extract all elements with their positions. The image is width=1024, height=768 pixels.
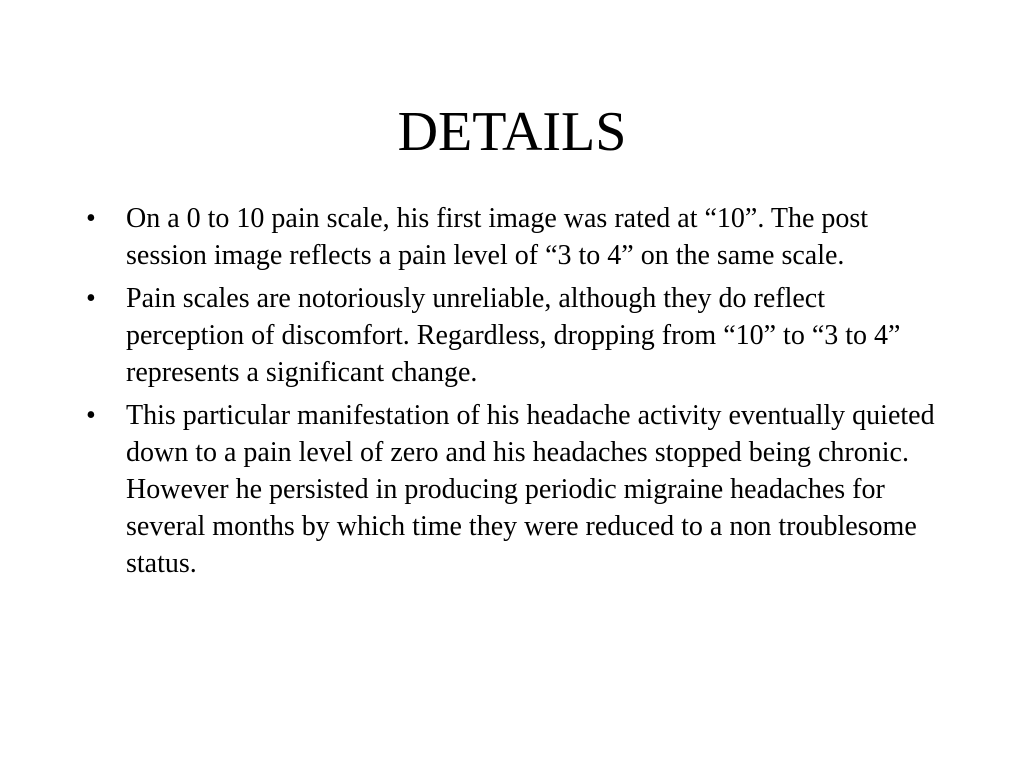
bullet-text: This particular manifestation of his headache activity eventually quieted down to a pain level of zero and his headaches stopped being chronic. However he persisted in producing periodic migraine headaches for several months by which time they were reduced to a non troublesome status. xyxy=(126,400,935,579)
bullet-icon: • xyxy=(86,283,96,314)
bullet-list xyxy=(86,200,946,588)
bullet-item xyxy=(86,397,946,582)
bullet-item xyxy=(86,280,946,391)
slide-title: DETAILS xyxy=(397,101,627,163)
bullet-icon: • xyxy=(86,203,96,234)
bullet-text: Pain scales are notoriously unreliable, although they do reflect perception of discomfort. Regardless, dropping from “10” to “3 to 4” represents a significant change. xyxy=(126,283,901,388)
bullet-item xyxy=(86,200,946,274)
bullet-icon: • xyxy=(86,400,96,431)
bullet-text: On a 0 to 10 pain scale, his first image was rated at “10”. The post session image reflects a pain level of “3 to 4” on the same scale. xyxy=(126,203,869,271)
